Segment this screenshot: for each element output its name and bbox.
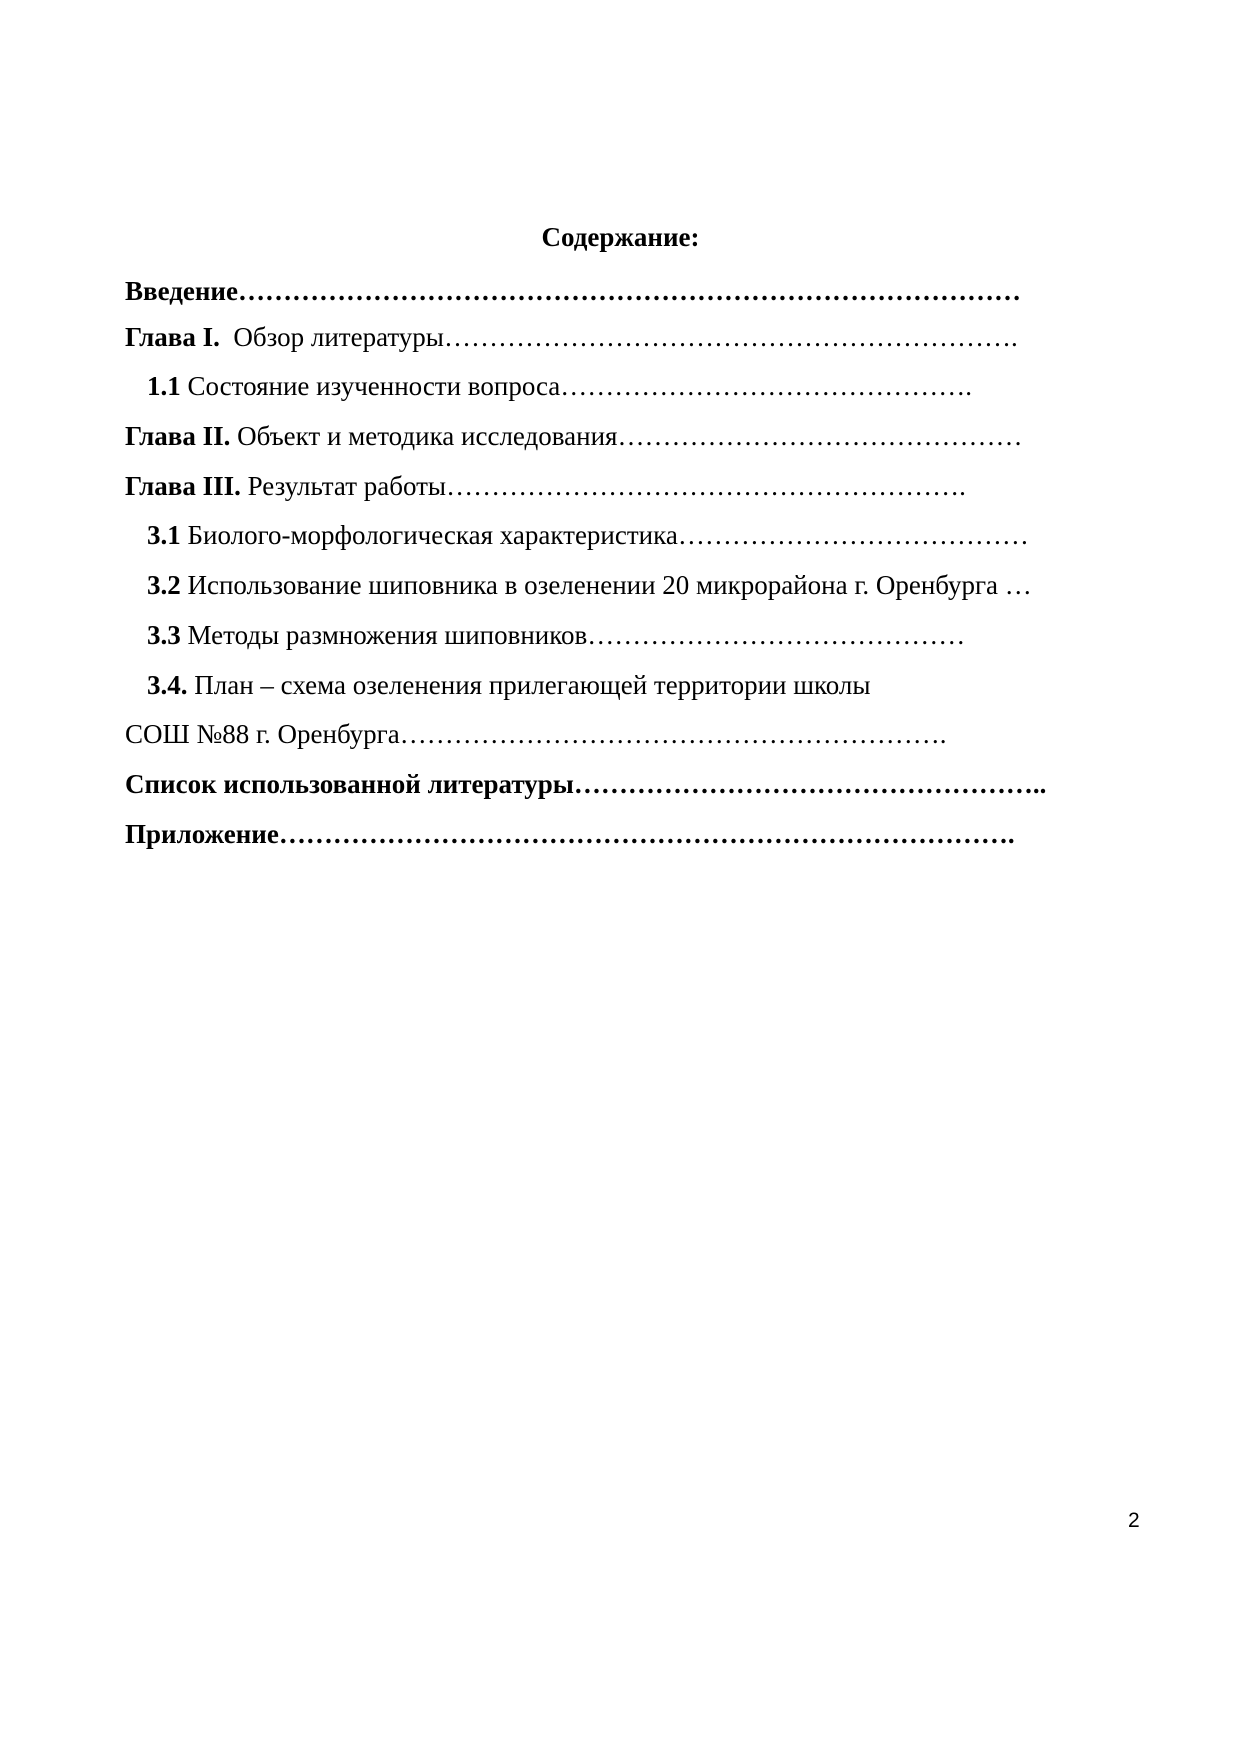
- toc-entry-chapter-1: [125, 320, 1018, 354]
- toc-leader: ……………………………………: [587, 620, 966, 650]
- toc-label: Методы размножения шиповников: [180, 620, 588, 650]
- toc-leader: ……………………………………………………….: [443, 322, 1018, 352]
- toc-leader: …………………………………………………….: [399, 719, 947, 749]
- toc-leader: …………………………………: [677, 520, 1029, 550]
- toc-label: План – схема озеленения прилегающей территории школы: [187, 670, 871, 700]
- toc-entry-section-3-1: [147, 518, 1029, 552]
- toc-leader: ……………………………………….: [560, 371, 973, 401]
- toc-title: Содержание:: [541, 222, 700, 252]
- page-number: 2: [1128, 1509, 1140, 1532]
- toc-leader: ………………………………………………….: [446, 471, 966, 501]
- toc-chapter-number: Глава III.: [125, 471, 241, 501]
- toc-label: Введение: [125, 276, 238, 306]
- toc-leader: ……………………………………………..: [573, 769, 1047, 799]
- toc-label: Биолого-морфологическая характеристика: [180, 520, 678, 550]
- toc-entry-section-3-4: [147, 668, 871, 702]
- toc-label: Результат работы: [240, 471, 447, 501]
- toc-section-number: 3.3: [147, 620, 181, 650]
- toc-entry-section-1-1: [147, 369, 972, 403]
- toc-section-number: 3.1: [147, 520, 181, 550]
- toc-entry-section-3-3: [147, 618, 965, 652]
- toc-entry-section-3-2: [147, 568, 1032, 602]
- toc-leader: ……………………………………………………………………….: [278, 819, 1015, 849]
- toc-entry-section-3-4-continued: [125, 717, 946, 751]
- toc-label: Состояние изученности вопроса: [180, 371, 561, 401]
- toc-entry-appendix: [125, 817, 1015, 851]
- toc-entry-intro: [125, 274, 1021, 308]
- toc-section-number: 1.1: [147, 371, 181, 401]
- toc-label: Приложение: [125, 819, 279, 849]
- toc-entry-chapter-2: [125, 419, 1022, 453]
- toc-leader: ……………………………………………………………………………: [237, 276, 1021, 306]
- toc-section-number: 3.4.: [147, 670, 188, 700]
- toc-leader: ………………………………………: [617, 421, 1023, 451]
- toc-label: Использование шиповника в озеленении 20 микрорайона г. Оренбурга …: [180, 570, 1032, 600]
- toc-chapter-number: Глава I.: [125, 322, 220, 352]
- toc-label: Обзор литературы: [219, 322, 444, 352]
- toc-label: Список использованной литературы: [125, 769, 574, 799]
- toc-entry-references: [125, 767, 1046, 801]
- toc-entry-chapter-3: [125, 469, 966, 503]
- toc-label: Объект и методика исследования: [230, 421, 618, 451]
- toc-section-number: 3.2: [147, 570, 181, 600]
- toc-chapter-number: Глава II.: [125, 421, 231, 451]
- toc-label: СОШ №88 г. Оренбурга: [125, 719, 400, 749]
